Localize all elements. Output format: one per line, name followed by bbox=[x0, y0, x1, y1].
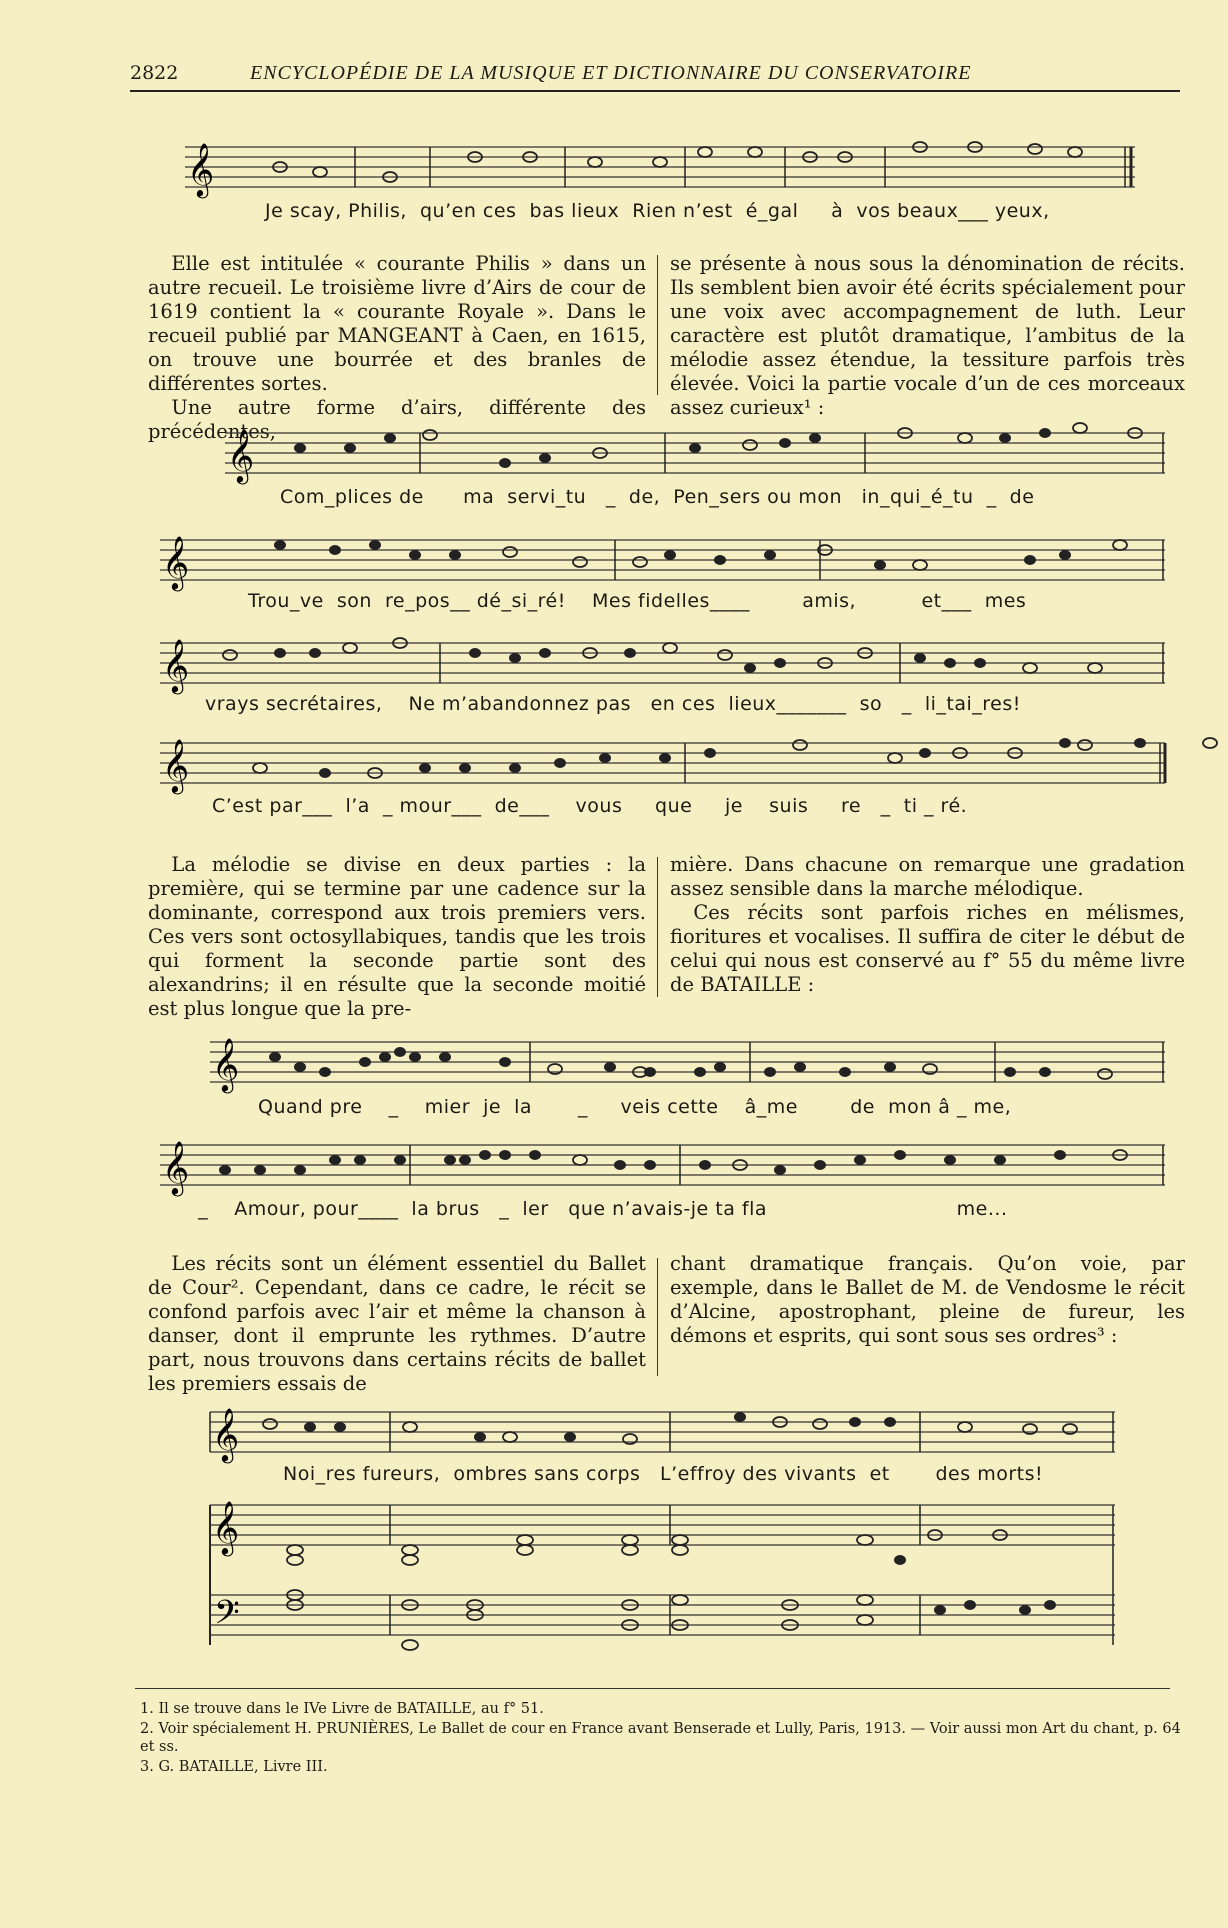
treble-clef-icon: 𝄞 bbox=[212, 1500, 240, 1554]
treble-clef-icon: 𝄞 bbox=[227, 428, 255, 482]
music-example-4-accompaniment bbox=[210, 1495, 1120, 1660]
page-header bbox=[130, 62, 1180, 92]
example-3-lyrics-1: Quand pre _ mier je la _ veis cette â_me de mon â _ me, bbox=[258, 1096, 1012, 1118]
right-column-1 bbox=[670, 252, 1185, 420]
treble-clef-icon: 𝄞 bbox=[212, 1037, 240, 1091]
paragraph: Ces récits sont parfois riches en mélismes, fioritures et vocalises. Il suffira de citer le début de celui qui nous est conservé au f° 55 du même livre de BATAILLE : bbox=[670, 901, 1185, 996]
right-column-2 bbox=[670, 853, 1185, 997]
paragraph: chant dramatique français. Qu’on voie, par exemple, dans le Ballet de M. de Vendosme le récit d’Alcine, apostrophant, pleine de fureur, les démons et esprits, qui sont sous ses ordres³ : bbox=[670, 1252, 1185, 1347]
paragraph: mière. Dans chacune on remarque une gradation assez sensible dans la marche mélodique. bbox=[670, 853, 1185, 900]
music-example-3-staff-1 bbox=[210, 1032, 1170, 1092]
left-column-1 bbox=[148, 252, 646, 444]
column-divider bbox=[657, 1258, 658, 1376]
footnote-3: 3. G. BATAILLE, Livre III. bbox=[140, 1759, 328, 1775]
treble-clef-icon: 𝄞 bbox=[162, 638, 190, 692]
treble-clef-icon: 𝄞 bbox=[212, 1407, 240, 1461]
bass-clef-icon: 𝄢 bbox=[214, 1594, 240, 1640]
treble-staff bbox=[210, 1505, 1115, 1545]
example-2-lyrics-2: Trou_ve son re_pos__ dé_si_ré! Mes fidelles____ amis, et___ mes bbox=[248, 590, 1027, 612]
paragraph: Elle est intitulée « courante Philis » dans un autre recueil. Le troisième livre d’Airs de cour de 1619 contient la « courante Royale ». Dans le recueil publié par MANGEANT à Caen, en 1615, on trouve une bourrée et des branles de différentes sortes. bbox=[148, 252, 646, 395]
paragraph: se présente à nous sous la dénomination de récits. Ils semblent bien avoir été écrits spécialement pour une voix avec accompagnement de luth. Leur caractère est plutôt dramatique, l’ambitus de la mélodie assez étendue, la tessiture parfois très élevée. Voici la partie vocale d’un de ces morceaux assez curieux¹ : bbox=[670, 252, 1185, 419]
right-column-3 bbox=[670, 1252, 1185, 1348]
paragraph: Une autre forme d’airs, différente des précédentes, bbox=[148, 396, 646, 443]
music-example-2-staff-3 bbox=[160, 633, 1170, 693]
page-number: 2822 bbox=[130, 62, 179, 84]
footnote-rule bbox=[135, 1688, 1170, 1689]
treble-clef-icon: 𝄞 bbox=[162, 738, 190, 792]
footnote-1: 1. Il se trouve dans le IVe Livre de BATAILLE, au f° 51. bbox=[140, 1701, 544, 1717]
column-divider bbox=[657, 255, 658, 395]
footnote-2: 2. Voir spécialement H. PRUNIÈRES, Le Ballet de cour en France avant Benserade et Lully, Paris, 1913. — Voir aussi mon Art du chant, p. 64 et ss. bbox=[140, 1721, 1181, 1755]
left-column-3 bbox=[148, 1252, 646, 1396]
treble-clef-icon: 𝄞 bbox=[187, 142, 215, 196]
column-divider bbox=[657, 857, 658, 997]
treble-clef-icon: 𝄞 bbox=[162, 535, 190, 589]
example-1-lyrics: Je scay, Philis, qu’en ces bas lieux Rien n’est é_gal à vos beaux___ yeux, bbox=[265, 200, 1050, 222]
music-example-2-staff-2 bbox=[160, 530, 1170, 590]
notes bbox=[273, 142, 1082, 182]
example-2-lyrics-3: vrays secrétaires, Ne m’abandonnez pas en ces lieux_______ so _ li_tai_res! bbox=[205, 693, 1021, 715]
music-example-4-staff-voice bbox=[210, 1402, 1120, 1462]
music-example-3-staff-2 bbox=[160, 1135, 1170, 1195]
example-2-lyrics-4: C’est par___ l’a _ mour___ de___ vous que je suis re _ ti _ ré. bbox=[212, 795, 968, 817]
example-2-lyrics-1: Com_plices de ma servi_tu _ de, Pen_sers ou mon in_qui_é_tu _ de bbox=[280, 486, 1035, 508]
left-column-2 bbox=[148, 853, 646, 1021]
example-3-lyrics-2: _ Amour, pour____ la brus _ ler que n’avais-je ta fla me... bbox=[185, 1198, 1008, 1220]
footnotes bbox=[140, 1700, 1190, 1778]
music-example-1-staff bbox=[185, 137, 1145, 197]
paragraph: Les récits sont un élément essentiel du Ballet de Cour². Cependant, dans ce cadre, le récit se confond parfois avec l’air et même la chanson à danser, dont il emprunte les rythmes. D’autre part, nous trouvons dans certains récits de ballet les premiers essais de bbox=[148, 1252, 646, 1395]
treble-clef-icon: 𝄞 bbox=[162, 1140, 190, 1194]
paragraph: La mélodie se divise en deux parties : la première, qui se termine par une cadence sur la dominante, correspond aux trois premiers vers. Ces vers sont octosyllabiques, tandis que les trois qui forment la seconde partie sont des alexandrins; il en résulte que la seconde moitié est plus longue que la pre- bbox=[148, 853, 646, 1020]
music-example-2-staff-4 bbox=[160, 733, 1170, 793]
bass-staff bbox=[210, 1595, 1115, 1635]
example-4-lyrics: Noi_res fureurs, ombres sans corps L’effroy des vivants et des morts! bbox=[283, 1463, 1044, 1485]
running-title: ENCYCLOPÉDIE DE LA MUSIQUE ET DICTIONNAIRE DU CONSERVATOIRE bbox=[250, 62, 972, 84]
music-example-2-staff-1 bbox=[225, 423, 1170, 483]
